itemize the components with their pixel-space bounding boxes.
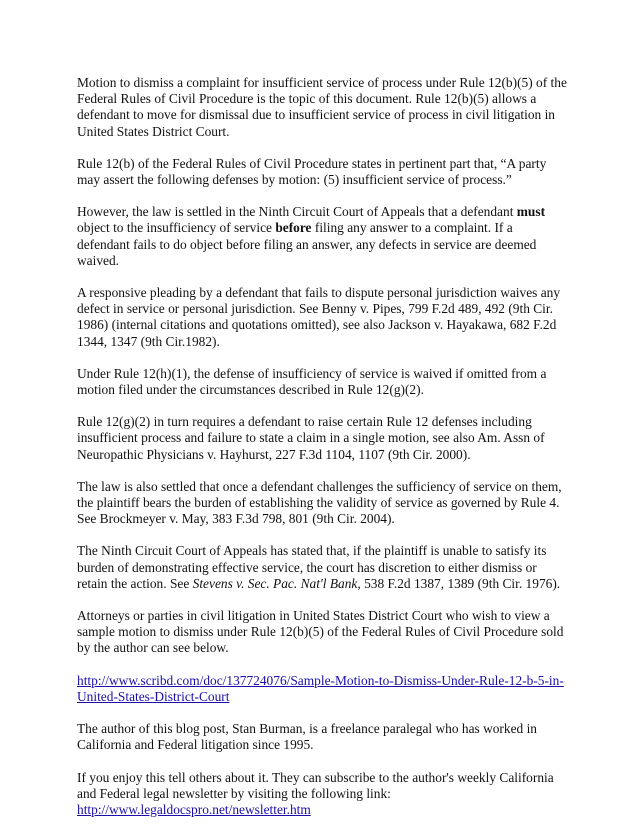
paragraph-text: The Ninth Circuit Court of Appeals has stated that, if the plaintiff is unable to satisfy its burden of demonstrating effective service, the court has discretion to either dismiss or retain the action. See bbox=[77, 543, 547, 591]
emphasis-before: before bbox=[275, 220, 312, 236]
scribd-link[interactable]: http://www.scribd.com/doc/137724076/Sample-Motion-to-Dismiss-Under-Rule-12-b-5-in-United-States-District-Court bbox=[77, 672, 564, 704]
emphasis-must: must bbox=[516, 204, 546, 220]
paragraph-rule-12g: Rule 12(g)(2) in turn requires a defendant to raise certain Rule 12 defenses including insufficient process and failure to state a claim in a single motion, see also Am. Assn of Neuropathic Physicians v. Hayhurst, 227 F.3d 1104, 1107 (9th Cir. 2000). bbox=[77, 414, 545, 462]
paragraph-intro: Motion to dismiss a complaint for insufficient service of process under Rule 12(b)(5) of the Federal Rules of Civil Procedure is the topic of this document. Rule 12(b)(5) allows a defendant to move for dismissal due to insufficient service of process in civil litigation in United States District Court. bbox=[77, 75, 567, 139]
paragraph-text: object to the insufficiency of service bbox=[77, 220, 276, 236]
paragraph-link-sample bbox=[77, 673, 568, 705]
paragraph-rule-quote: Rule 12(b) of the Federal Rules of Civil Procedure states in pertinent part that, “A party may assert the following defenses by motion: (5) insufficient service of process.” bbox=[77, 155, 547, 188]
paragraph-text: filing any answer to a complaint. If a defendant fails to do object before filing an answer, any defects in service are deemed waived. bbox=[77, 220, 537, 268]
paragraph-rule-12h: Under Rule 12(h)(1), the defense of insufficiency of service is waived if omitted from a motion filed under the circumstances described in Rule 12(g)(2). bbox=[77, 365, 547, 398]
paragraph-burden: The law is also settled that once a defendant challenges the sufficiency of service on them, the plaintiff bears the burden of establishing the validity of service as governed by Rule 4. See Brockmeyer v. May, 383 F.3d 798, 801 (9th Cir. 2004). bbox=[77, 478, 562, 527]
newsletter-link[interactable]: http://www.legaldocspro.net/newsletter.htm bbox=[77, 801, 311, 817]
paragraph-discretion bbox=[77, 543, 568, 592]
paragraph-ninth-circuit bbox=[77, 204, 568, 269]
paragraph-newsletter bbox=[77, 770, 568, 819]
case-citation: Stevens v. Sec. Pac. Nat'l Bank bbox=[192, 575, 358, 591]
paragraph-text: However, the law is settled in the Ninth Circuit Court of Appeals that a defendant bbox=[77, 204, 517, 220]
paragraph-responsive-pleading: A responsive pleading by a defendant that fails to dispute personal jurisdiction waives any defect in service or personal jurisdiction. See Benny v. Pipes, 799 F.2d 489, 492 (9th Cir. 1986) (internal citations and quotations omitted), see also Jackson v. Hayakawa, 682 F.2d 1344, 1347 (9th Cir.1982). bbox=[77, 285, 561, 349]
paragraph-author: The author of this blog post, Stan Burman, is a freelance paralegal who has worked in California and Federal litigation since 1995. bbox=[77, 721, 537, 753]
paragraph-sample-motion: Attorneys or parties in civil litigation in United States District Court who wish to view a sample motion to dismiss under Rule 12(b)(5) of the Federal Rules of Civil Procedure sold by the author can see below. bbox=[77, 608, 564, 656]
paragraph-text: , 538 F.2d 1387, 1389 (9th Cir. 1976). bbox=[357, 575, 561, 591]
paragraph-text: If you enjoy this tell others about it. They can subscribe to the author's weekly California and Federal legal newsletter by visiting the following link: bbox=[77, 769, 554, 801]
